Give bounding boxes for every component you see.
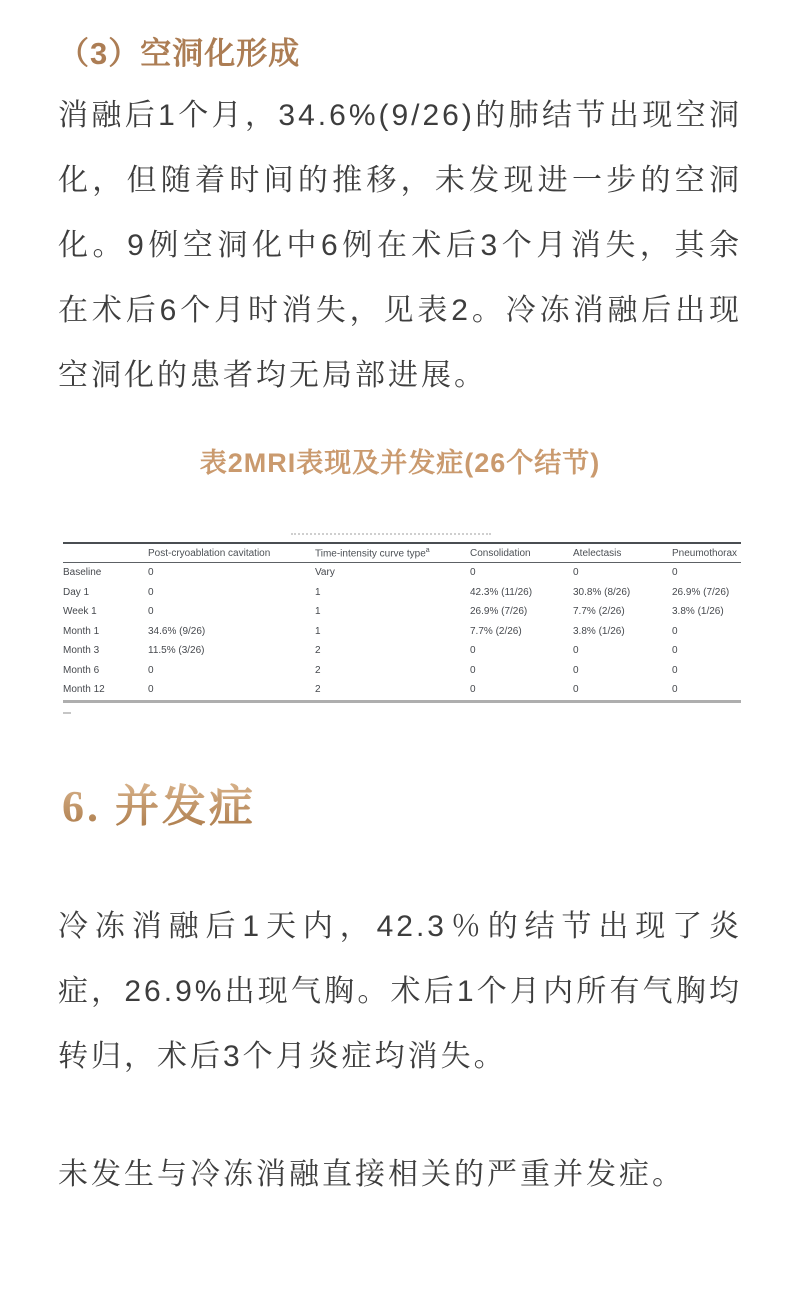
cell-curve-type: 2 [315,645,321,657]
cell-atelectasis: 0 [573,664,579,676]
cavitation-paragraph: 消融后1个月，34.6%(9/26)的肺结节出现空洞化，但随着时间的推移，未发现进一步的空洞化。9例空洞化中6例在术后3个月消失，其余在术后6个月时消失，见表2。冷冻消融后出现空洞化的患者均无局部进展。 [58,99,742,392]
row-label: Month 3 [63,645,100,657]
table-crop-remnant [63,526,741,542]
table-row [63,583,741,603]
cell-cavitation: 34.6% (9/26) [148,625,206,637]
cell-pneumothorax: 0 [672,625,678,637]
cell-pneumothorax: 0 [672,664,678,676]
cell-consolidation: 0 [470,645,476,657]
cell-curve-type: 2 [315,664,321,676]
table-row [63,641,741,661]
cell-cavitation: 11.5% (3/26) [148,645,205,657]
cell-cavitation: 0 [148,684,154,696]
table-row [63,622,741,642]
header-pneumothorax: Pneumothorax [672,547,738,559]
cell-consolidation: 26.9% (7/26) [470,606,528,618]
table-footnote-remnant [63,712,71,714]
complications-paragraph-2: 未发生与冷冻消融直接相关的严重并发症。 [58,1157,685,1191]
header-consolidation: Consolidation [470,547,531,559]
cell-curve-type: Vary [315,567,335,579]
cell-atelectasis: 0 [573,645,579,657]
cell-cavitation: 0 [148,606,154,618]
cell-cavitation: 0 [148,664,154,676]
row-label: Day 1 [63,586,90,598]
table-row [63,680,741,700]
cell-cavitation: 0 [148,567,154,579]
complications-section-heading: 6. 并发症 [62,778,740,836]
cell-atelectasis: 3.8% (1/26) [573,625,625,637]
cavitation-sub-heading: （3）空洞化形成 [58,36,301,71]
row-label: Month 1 [63,625,100,637]
row-label: Month 6 [63,664,100,676]
mri-findings-table [63,526,741,714]
cell-atelectasis: 0 [573,567,579,579]
cell-consolidation: 7.7% (2/26) [470,625,522,637]
cell-pneumothorax: 0 [672,684,678,696]
article-page [0,32,800,1207]
row-label: Baseline [63,567,102,579]
cell-atelectasis: 7.7% (2/26) [573,606,625,618]
cell-pneumothorax: 0 [672,567,678,579]
cell-atelectasis: 30.8% (8/26) [573,586,631,598]
cell-curve-type: 2 [315,684,321,696]
cell-curve-type: 1 [315,606,321,618]
table-row [63,563,741,583]
header-curve-type-superscript: a [425,546,430,554]
table-body [63,563,741,703]
cell-curve-type: 1 [315,625,321,637]
cell-curve-type: 1 [315,586,321,598]
complications-paragraph-1: 冷冻消融后1天内，42.3％的结节出现了炎症，26.9%出现气胸。术后1个月内所有气胸均转归，术后3个月炎症均消失。 [58,909,742,1073]
row-label: Week 1 [63,606,97,618]
header-curve-type [315,547,470,559]
row-label: Month 12 [63,684,105,696]
cell-consolidation: 0 [470,664,476,676]
cell-atelectasis: 0 [573,684,579,696]
cell-pneumothorax: 26.9% (7/26) [672,586,730,598]
cell-consolidation: 0 [470,684,476,696]
cell-pneumothorax: 0 [672,645,678,657]
table-caption: 表2MRI表现及并发症(26个结节) [199,448,601,478]
cell-cavitation: 0 [148,586,154,598]
table-row [63,661,741,681]
table-header-row [63,542,741,563]
cell-consolidation: 0 [470,567,476,579]
cell-pneumothorax: 3.8% (1/26) [672,606,724,618]
header-curve-type-label: Time-intensity curve type [315,548,426,560]
header-cavitation: Post-cryoablation cavitation [148,547,271,559]
header-atelectasis: Atelectasis [573,547,622,559]
cropped-text-marks [291,533,491,535]
cell-consolidation: 42.3% (11/26) [470,586,533,598]
table-row [63,602,741,622]
